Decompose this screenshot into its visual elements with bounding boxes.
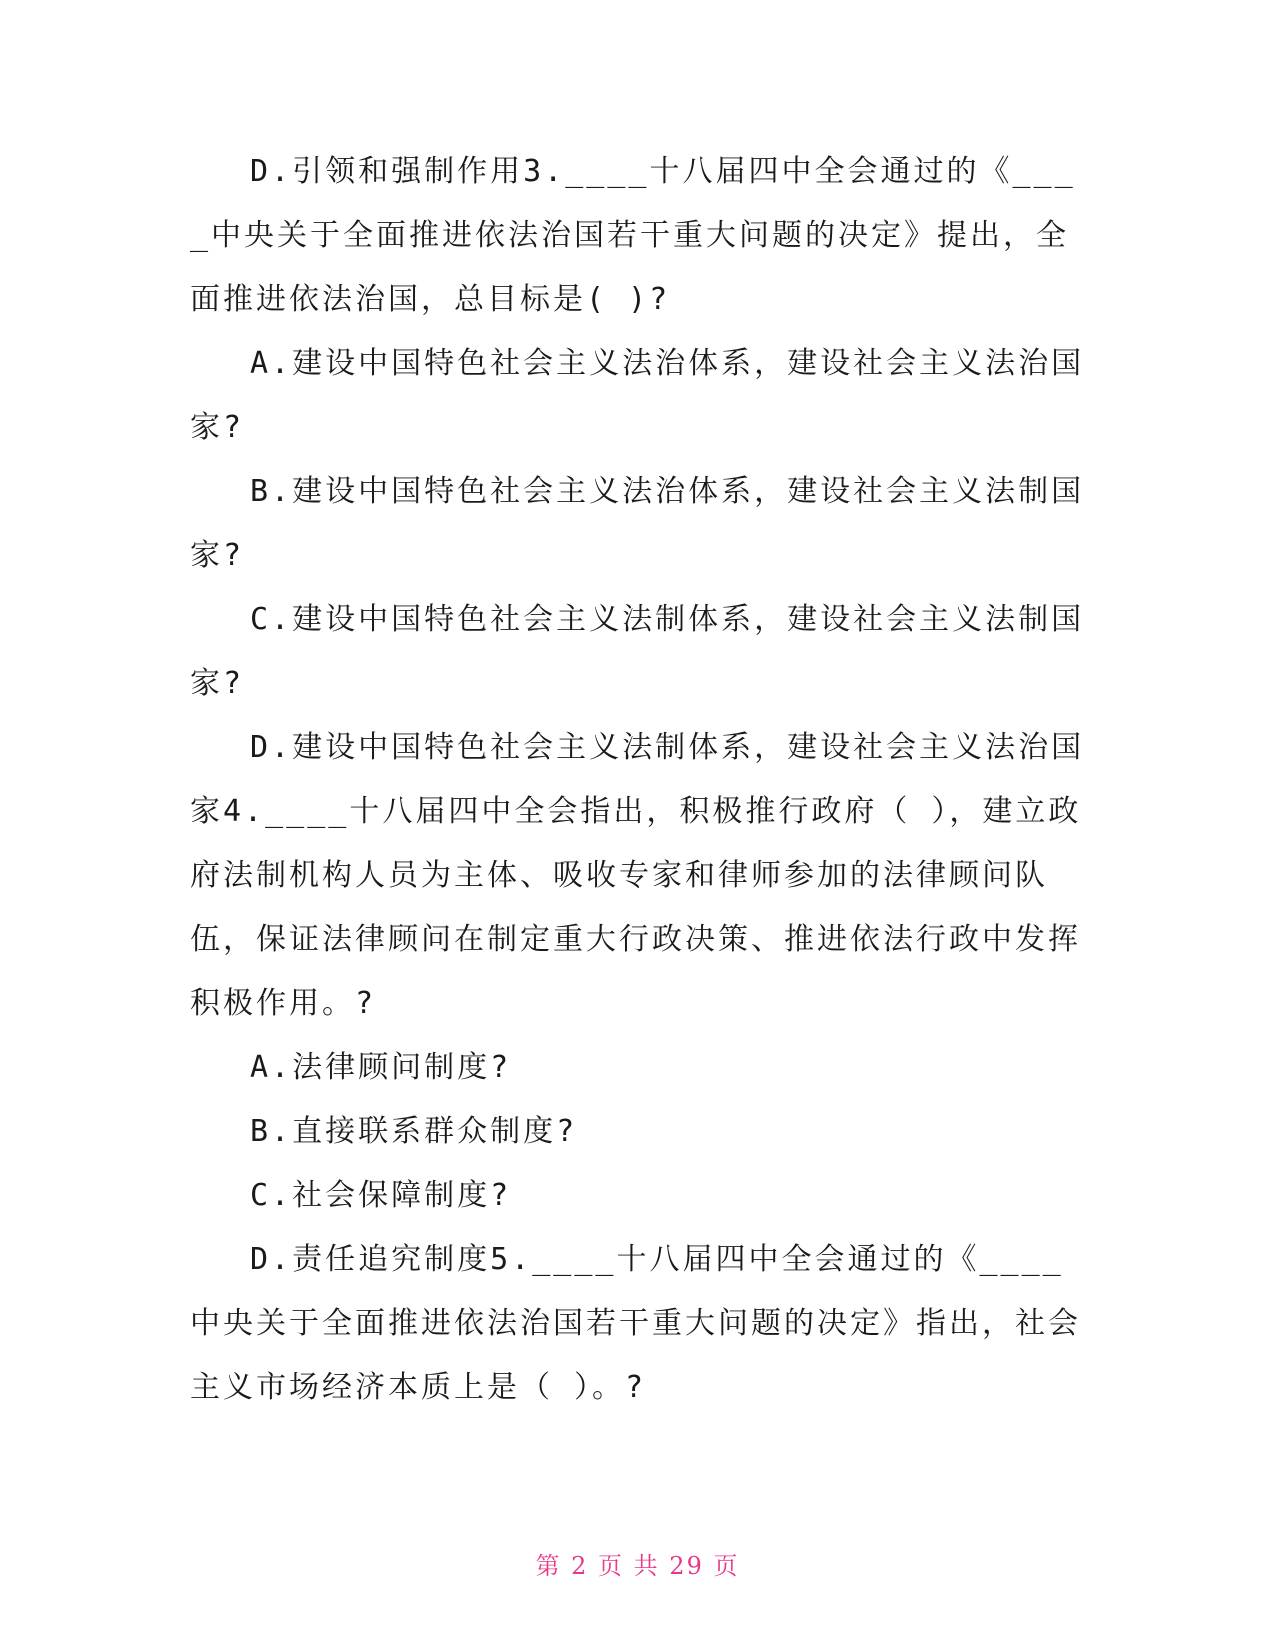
option-c: C.建设中国特色社会主义法制体系，建设社会主义法制国家? [190,602,1085,701]
question-5-stem: D.责任追究制度5.____十八届四中全会通过的《____中央关于全面推进依法治国若干重大问题的决定》指出，社会主义市场经济本质上是（ ）。? [190,1242,1081,1405]
page-number-footer: 第 2 页 共 29 页 [535,1552,740,1580]
option-c: C.社会保障制度? [250,1178,512,1213]
question-3-stem: D.引领和强制作用3.____十八届四中全会通过的《____中央关于全面推进依法治国若干重大问题的决定》提出，全面推进依法治国，总目标是( )? [190,154,1076,317]
option-b: B.建设中国特色社会主义法治体系，建设社会主义法制国家? [190,474,1085,573]
option-b: B.直接联系群众制度? [250,1114,578,1149]
document-body [190,140,1090,1420]
option-a: A.建设中国特色社会主义法治体系，建设社会主义法治国家? [190,346,1085,445]
question-4-stem: D.建设中国特色社会主义法制体系，建设社会主义法治国家4.____十八届四中全会指出，积极推行政府（ ），建立政府法制机构人员为主体、吸收专家和律师参加的法律顾问队伍，保证法律顾问在制定重大行政决策、推进依法行政中发挥积极作用。? [190,730,1085,1021]
option-a: A.法律顾问制度? [250,1050,512,1085]
